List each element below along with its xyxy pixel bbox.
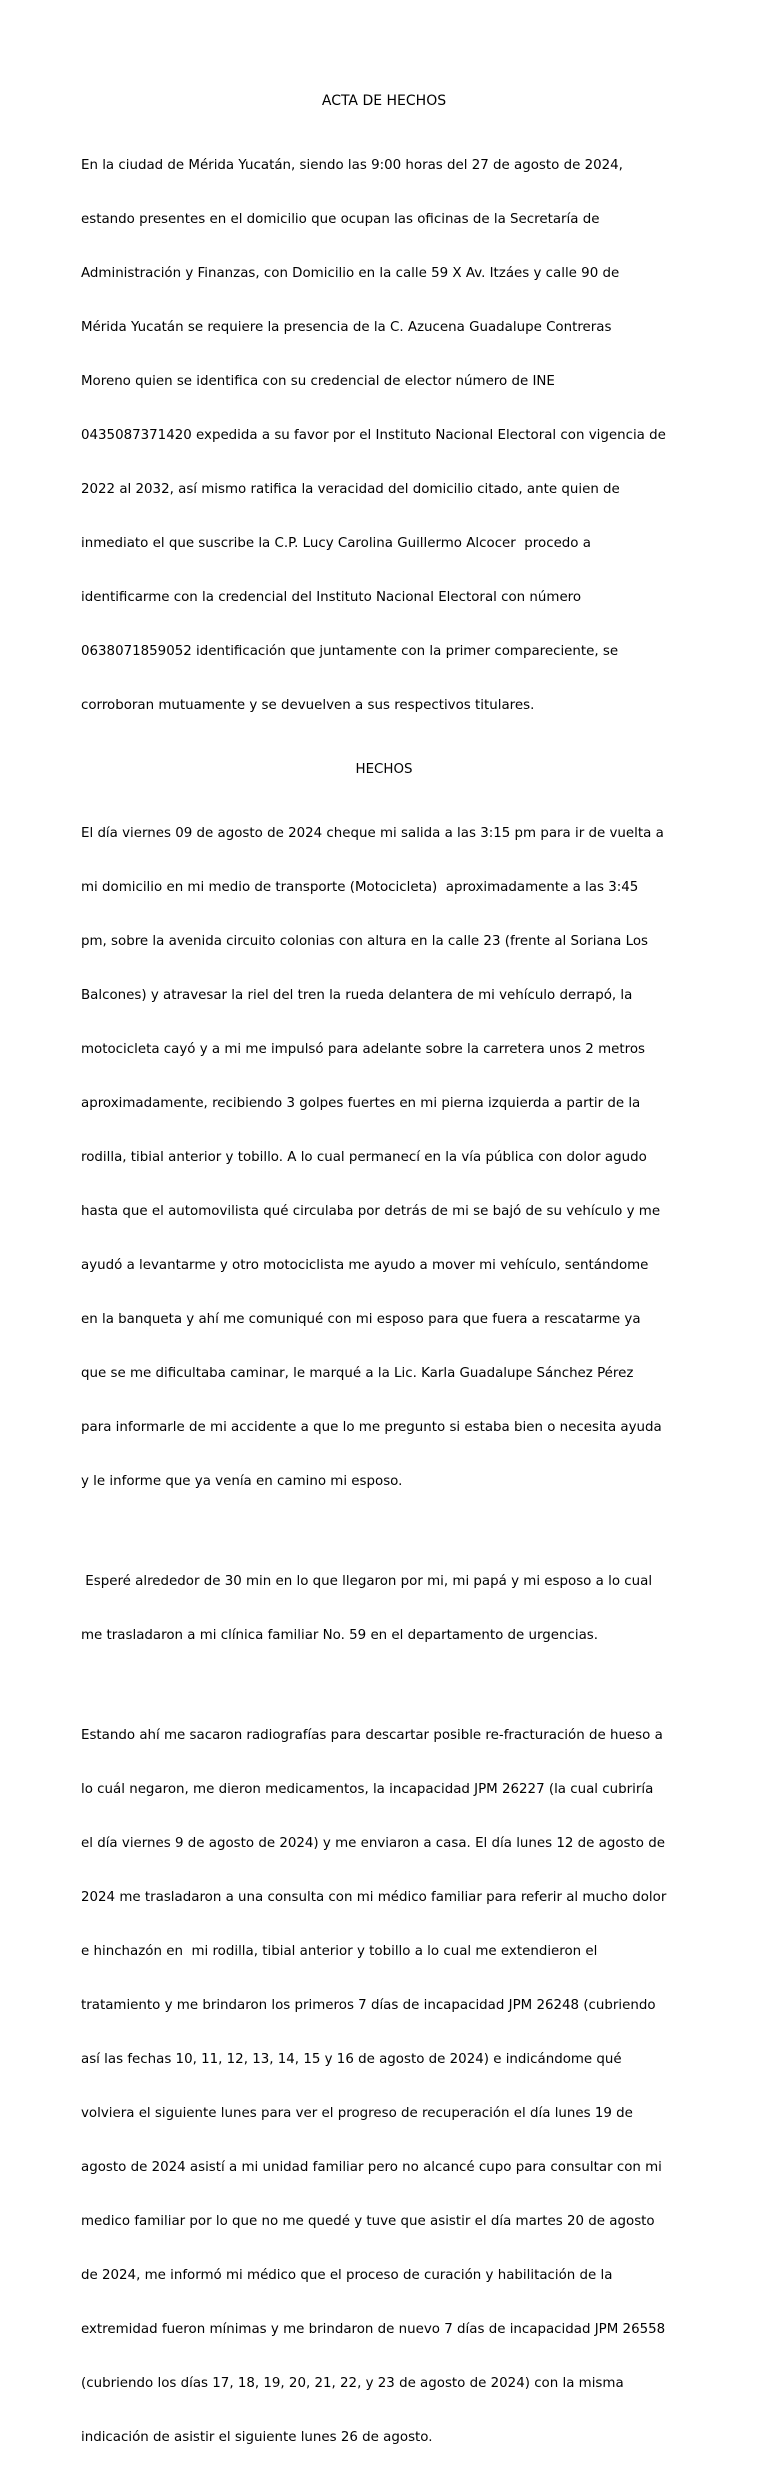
intro-paragraph	[81, 121, 687, 751]
text-line: Moreno quien se identifica con su credencial de elector número de INE	[81, 374, 555, 389]
hechos-paragraph-3	[81, 1691, 687, 2483]
text-line: En la ciudad de Mérida Yucatán, siendo las 9:00 horas del 27 de agosto de 2024,	[81, 158, 623, 173]
text-line: aproximadamente, recibiendo 3 golpes fuertes en mi pierna izquierda a partir de la	[81, 1096, 641, 1111]
text-line: mi domicilio en mi medio de transporte (Motocicleta) aproximadamente a las 3:45	[81, 880, 639, 895]
text-line: estando presentes en el domicilio que ocupan las oficinas de la Secretaría de	[81, 212, 600, 227]
text-line: el día viernes 9 de agosto de 2024) y me enviaron a casa. El día lunes 12 de agosto de	[81, 1836, 665, 1851]
text-line: identificarme con la credencial del Instituto Nacional Electoral con número	[81, 590, 582, 605]
text-line: volviera el siguiente lunes para ver el progreso de recuperación el día lunes 19 de	[81, 2106, 633, 2121]
text-line: Esperé alrededor de 30 min en lo que llegaron por mi, mi papá y mi esposo a lo cual	[81, 1574, 653, 1589]
text-line: y le informe que ya venía en camino mi esposo.	[81, 1474, 403, 1489]
document-body	[81, 91, 687, 2483]
text-line: e hinchazón en mi rodilla, tibial anterior y tobillo a lo cual me extendieron el	[81, 1944, 598, 1959]
text-line: inmediato el que suscribe la C.P. Lucy Carolina Guillermo Alcocer procedo a	[81, 536, 591, 551]
text-line: 0435087371420 expedida a su favor por el Instituto Nacional Electoral con vigencia de	[81, 428, 666, 443]
text-line: 0638071859052 identificación que juntamente con la primer compareciente, se	[81, 644, 619, 659]
text-line: 2022 al 2032, así mismo ratifica la veracidad del domicilio citado, ante quien de	[81, 482, 620, 497]
text-line: indicación de asistir el siguiente lunes 26 de agosto.	[81, 2430, 433, 2445]
hechos-paragraph-1	[81, 789, 687, 1527]
text-line: medico familiar por lo que no me quedé y tuve que asistir el día martes 20 de agosto	[81, 2214, 655, 2229]
text-line: que se me dificultaba caminar, le marqué a la Lic. Karla Guadalupe Sánchez Pérez	[81, 1366, 634, 1381]
text-line: en la banqueta y ahí me comuniqué con mi esposo para que fuera a rescatarme ya	[81, 1312, 641, 1327]
text-line: Administración y Finanzas, con Domicilio en la calle 59 X Av. Itzáes y calle 90 de	[81, 266, 620, 281]
section-heading-hechos: HECHOS	[355, 762, 413, 777]
text-line: motocicleta cayó y a mi me impulsó para adelante sobre la carretera unos 2 metros	[81, 1042, 646, 1057]
text-line: extremidad fueron mínimas y me brindaron de nuevo 7 días de incapacidad JPM 26558	[81, 2322, 666, 2337]
hechos-paragraph-2	[81, 1537, 687, 1681]
text-line: hasta que el automovilista qué circulaba por detrás de mi se bajó de su vehículo y me	[81, 1204, 661, 1219]
text-line: ayudó a levantarme y otro motociclista me ayudo a mover mi vehículo, sentándome	[81, 1258, 649, 1273]
text-line: (cubriendo los días 17, 18, 19, 20, 21, 22, y 23 de agosto de 2024) con la misma	[81, 2376, 624, 2391]
text-line: lo cuál negaron, me dieron medicamentos, la incapacidad JPM 26227 (la cual cubriría	[81, 1782, 654, 1797]
text-line: El día viernes 09 de agosto de 2024 cheque mi salida a las 3:15 pm para ir de vuelta a	[81, 826, 664, 841]
text-line: Mérida Yucatán se requiere la presencia de la C. Azucena Guadalupe Contreras	[81, 320, 612, 335]
text-line: Balcones) y atravesar la riel del tren la rueda delantera de mi vehículo derrapó, la	[81, 988, 633, 1003]
text-line: para informarle de mi accidente a que lo me pregunto si estaba bien o necesita ayuda	[81, 1420, 662, 1435]
text-line: de 2024, me informó mi médico que el proceso de curación y habilitación de la	[81, 2268, 613, 2283]
text-line: me trasladaron a mi clínica familiar No. 59 en el departamento de urgencias.	[81, 1628, 599, 1643]
text-line: agosto de 2024 asistí a mi unidad familiar pero no alcancé cupo para consultar con mi	[81, 2160, 662, 2175]
text-line: así las fechas 10, 11, 12, 13, 14, 15 y 16 de agosto de 2024) e indicándome qué	[81, 2052, 622, 2067]
text-line: tratamiento y me brindaron los primeros 7 días de incapacidad JPM 26248 (cubriendo	[81, 1998, 656, 2013]
text-line: pm, sobre la avenida circuito colonias con altura en la calle 23 (frente al Soriana Los	[81, 934, 648, 949]
text-line: 2024 me trasladaron a una consulta con mi médico familiar para referir al mucho dolor	[81, 1890, 667, 1905]
text-line: rodilla, tibial anterior y tobillo. A lo cual permanecí en la vía pública con dolor agudo	[81, 1150, 647, 1165]
document-title: ACTA DE HECHOS	[321, 93, 447, 109]
text-line: corroboran mutuamente y se devuelven a sus respectivos titulares.	[81, 698, 535, 713]
text-line: Estando ahí me sacaron radiografías para descartar posible re-fracturación de hueso a	[81, 1728, 663, 1743]
